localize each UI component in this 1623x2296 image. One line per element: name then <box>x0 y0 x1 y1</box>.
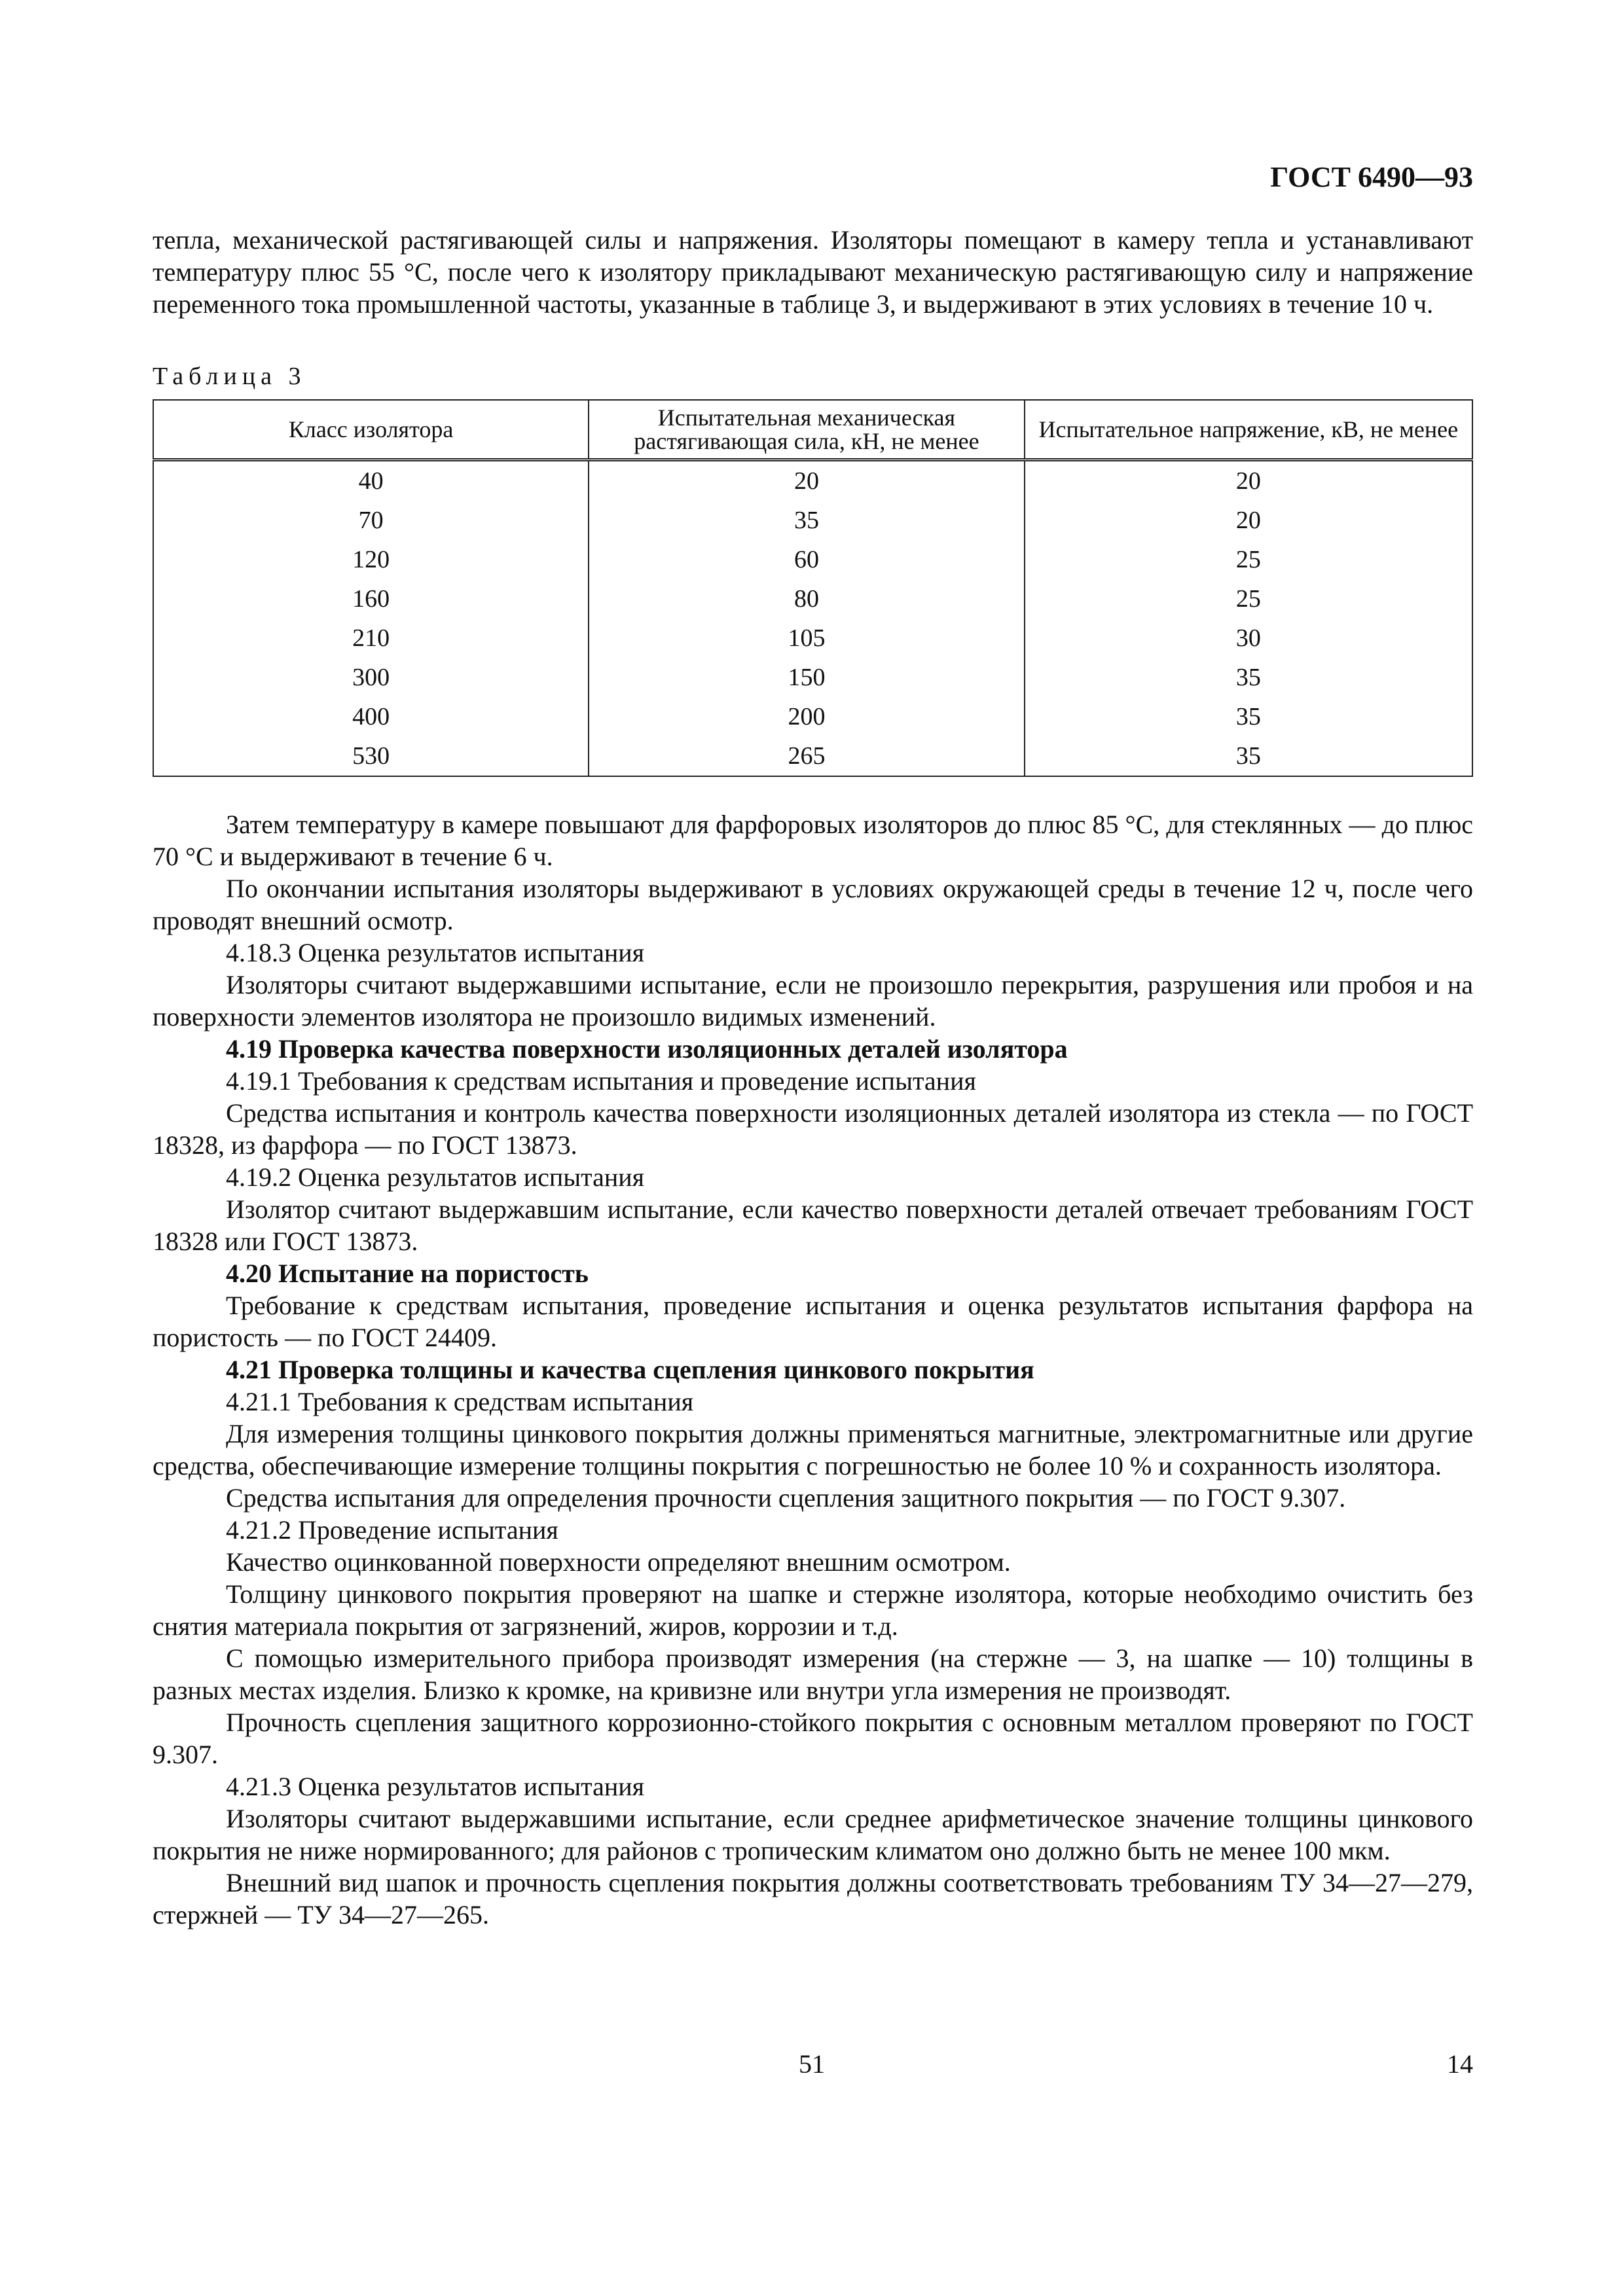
body-paragraph: Для измерения толщины цинкового покрытия должны применяться магнитные, электромагнитные или другие средства, обеспечивающие измерение толщины покрытия с погрешностью не более 10 % и сохранность изолятора. <box>153 1419 1473 1480</box>
table-cell: 400 <box>153 697 589 736</box>
page-content <box>153 224 1473 1931</box>
table-row <box>153 619 1472 658</box>
table-cell: 35 <box>589 501 1024 540</box>
subsection-heading-4-19-1: 4.19.1 Требования к средствам испытания и проведение испытания <box>226 1066 976 1096</box>
table-cell: 30 <box>1025 619 1472 658</box>
table-row <box>153 736 1472 776</box>
body-paragraph: Затем температуру в камере повышают для фарфоровых изоляторов до плюс 85 °С, для стеклянных — до плюс 70 °С и выдерживают в течение 6 ч. <box>153 810 1473 871</box>
body-paragraph: Требование к средствам испытания, проведение испытания и оценка результатов испытания фарфора на пористость — по ГОСТ 24409. <box>153 1291 1473 1352</box>
table-cell: 80 <box>589 579 1024 619</box>
body-paragraph: Прочность сцепления защитного коррозионно-стойкого покрытия с основным металлом проверяют по ГОСТ 9.307. <box>153 1708 1473 1769</box>
table-cell: 70 <box>153 501 589 540</box>
table-cell: 210 <box>153 619 589 658</box>
body-paragraph: Изоляторы считают выдержавшими испытание, если среднее арифметическое значение толщины цинкового покрытия не ниже нормированного; для районов с тропическим климатом оно должно быть не менее 100 мкм. <box>153 1804 1473 1865</box>
table-row <box>153 540 1472 579</box>
table-cell: 265 <box>589 736 1024 776</box>
table-cell: 150 <box>589 658 1024 697</box>
column-header-insulator-class: Класс изолятора <box>153 400 589 460</box>
table-cell: 35 <box>1025 697 1472 736</box>
table-caption: Таблица 3 <box>153 363 306 390</box>
table-cell: 20 <box>1025 501 1472 540</box>
table-cell: 20 <box>1025 460 1472 501</box>
body-paragraph: По окончании испытания изоляторы выдерживают в условиях окружающей среды в течение 12 ч, после чего проводят внешний осмотр. <box>153 874 1473 935</box>
table-row <box>153 697 1472 736</box>
table-cell: 40 <box>153 460 589 501</box>
table-row <box>153 460 1472 501</box>
table-cell: 160 <box>153 579 589 619</box>
column-header-test-voltage: Испытательное напряжение, кВ, не менее <box>1025 400 1472 460</box>
subsection-heading-4-21-3: 4.21.3 Оценка результатов испытания <box>226 1772 645 1801</box>
table-header-row <box>153 400 1472 460</box>
table-cell: 300 <box>153 658 589 697</box>
section-heading-4-20: 4.20 Испытание на пористость <box>226 1259 589 1288</box>
page-number-center: 51 <box>799 2049 825 2079</box>
subsection-heading-4-21-2: 4.21.2 Проведение испытания <box>226 1515 558 1545</box>
table-row <box>153 501 1472 540</box>
page-number-right: 14 <box>1447 2049 1473 2079</box>
body-paragraph: Средства испытания для определения прочности сцепления защитного покрытия — по ГОСТ 9.307. <box>226 1483 1346 1513</box>
intro-paragraph: тепла, механической растягивающей силы и напряжения. Изоляторы помещают в камеру тепла и устанавливают температуру плюс 55 °С, после чего к изолятору прикладывают механическую растягивающую силу и напряжение переменного тока промышленной частоты, указанные в таблице 3, и выдерживают в этих условиях в течение 10 ч. <box>153 225 1473 319</box>
body-paragraph: Толщину цинкового покрытия проверяют на шапке и стержне изолятора, которые необходимо очистить без снятия материала покрытия от загрязнений, жиров, коррозии и т.д. <box>153 1579 1473 1641</box>
table-cell: 35 <box>1025 658 1472 697</box>
body-paragraph: Изолятор считают выдержавшим испытание, если качество поверхности деталей отвечает требованиям ГОСТ 18328 или ГОСТ 13873. <box>153 1194 1473 1256</box>
table-cell: 105 <box>589 619 1024 658</box>
table-cell: 120 <box>153 540 589 579</box>
subsection-heading-4-19-2: 4.19.2 Оценка результатов испытания <box>226 1162 645 1192</box>
table-cell: 25 <box>1025 540 1472 579</box>
document-code: ГОСТ 6490—93 <box>1270 161 1473 193</box>
table-row <box>153 658 1472 697</box>
table-cell: 530 <box>153 736 589 776</box>
table-cell: 200 <box>589 697 1024 736</box>
body-paragraph: Изоляторы считают выдержавшими испытание, если не произошло перекрытия, разрушения или пробоя и на поверхности элементов изолятора не произошло видимых изменений. <box>153 970 1473 1031</box>
subsection-heading-4-18-3: 4.18.3 Оценка результатов испытания <box>226 938 645 967</box>
column-header-mechanical-force: Испытательная механическая растягивающая сила, кН, не менее <box>589 400 1024 460</box>
table-cell: 25 <box>1025 579 1472 619</box>
section-heading-4-19: 4.19 Проверка качества поверхности изоляционных деталей изолятора <box>226 1034 1068 1064</box>
body-paragraph: С помощью измерительного прибора производят измерения (на стержне — 3, на шапке — 10) толщины в разных местах изделия. Близко к кромке, на кривизне или внутри угла измерения не производят. <box>153 1643 1473 1705</box>
body-paragraph: Средства испытания и контроль качества поверхности изоляционных деталей изолятора из стекла — по ГОСТ 18328, из фарфора — по ГОСТ 13873. <box>153 1098 1473 1160</box>
table-cell: 60 <box>589 540 1024 579</box>
body-paragraph: Качество оцинкованной поверхности определяют внешним осмотром. <box>226 1547 1011 1577</box>
body-paragraph: Внешний вид шапок и прочность сцепления покрытия должны соответствовать требованиям ТУ 34—27—279, стержней — ТУ 34—27—265. <box>153 1868 1473 1929</box>
section-heading-4-21: 4.21 Проверка толщины и качества сцепления цинкового покрытия <box>226 1355 1034 1384</box>
table-cell: 35 <box>1025 736 1472 776</box>
table-cell: 20 <box>589 460 1024 501</box>
table-row <box>153 579 1472 619</box>
test-parameters-table <box>153 399 1473 777</box>
subsection-heading-4-21-1: 4.21.1 Требования к средствам испытания <box>226 1387 694 1416</box>
